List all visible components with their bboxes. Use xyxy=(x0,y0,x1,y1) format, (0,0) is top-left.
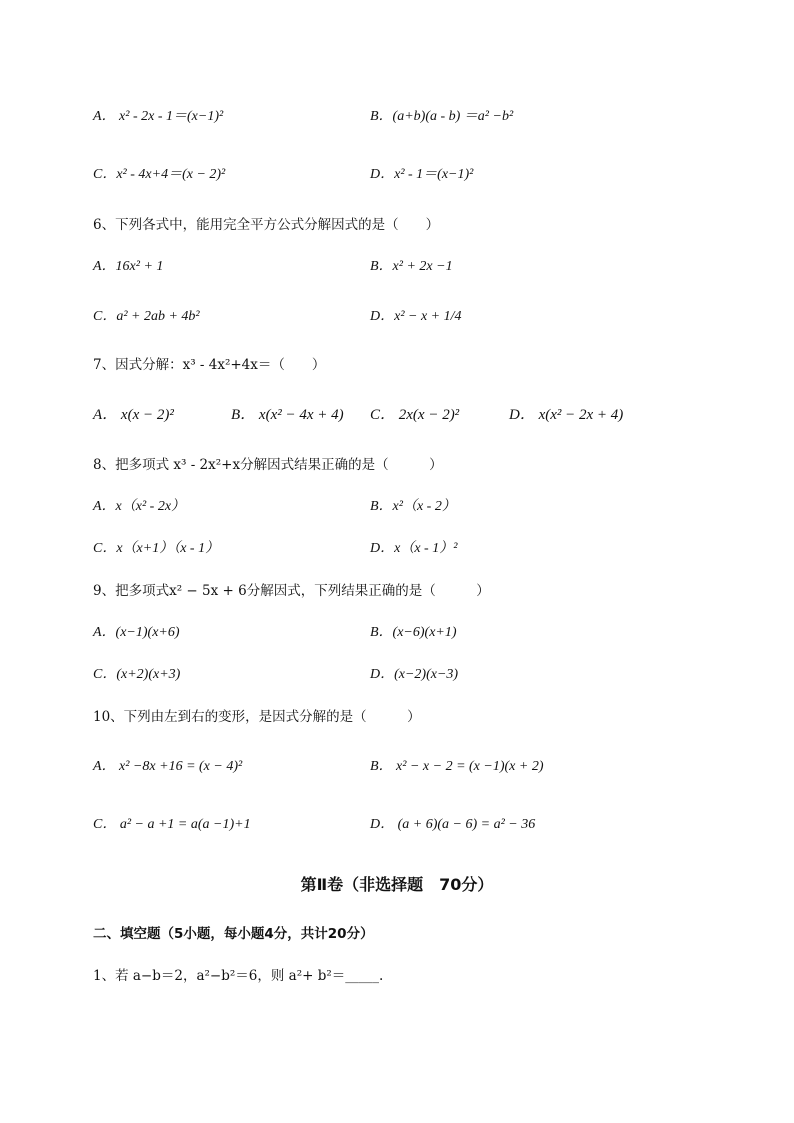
part2-title: 第Ⅱ卷（非选择题 70分） xyxy=(300,875,494,894)
q7-option-d: D． x(x² − 2x + 4) xyxy=(509,407,624,423)
section2-heading: 二、填空题（5小题，每小题4分，共计20分） xyxy=(93,926,374,942)
q5-option-c: C．x² - 4x+4＝(x − 2)² xyxy=(93,167,226,182)
q8-option-b: B．x²（x - 2） xyxy=(370,499,456,514)
q7-option-c: C． 2x(x − 2)² xyxy=(370,407,460,423)
q10-stem: 10、下列由左到右的变形，是因式分解的是（ ） xyxy=(93,709,421,725)
q10-option-a: A． x² −8x +16 = (x − 4)² xyxy=(93,759,243,774)
q9-option-b: B．(x−6)(x+1) xyxy=(370,625,457,640)
q5-option-b: B．(a+b)(a - b) ＝a² −b² xyxy=(370,109,514,124)
q6-option-c: C．a² + 2ab + 4b² xyxy=(93,309,200,324)
q9-stem: 9、把多项式x² − 5x + 6分解因式，下列结果正确的是（ ） xyxy=(93,583,490,599)
q5-option-a: A． x² - 2x - 1＝(x−1)² xyxy=(93,109,224,124)
q6-option-d: D．x² − x + 1/4 xyxy=(370,309,462,324)
fill-question-1: 1、若 a−b＝2，a²−b²＝6，则 a²+ b²＝_____. xyxy=(93,968,384,984)
q7-option-a: A． x(x − 2)² xyxy=(93,407,174,423)
q8-stem: 8、把多项式 x³ - 2x²+x分解因式结果正确的是（ ） xyxy=(93,457,443,473)
q8-option-d: D．x（x - 1）² xyxy=(370,541,458,556)
q9-option-a: A．(x−1)(x+6) xyxy=(93,625,180,640)
q10-option-d: D． (a + 6)(a − 6) = a² − 36 xyxy=(370,817,536,832)
q6-option-b: B．x² + 2x −1 xyxy=(370,259,453,274)
q6-stem: 6、下列各式中，能用完全平方公式分解因式的是（ ） xyxy=(93,217,440,233)
q10-option-c: C． a² − a +1 = a(a −1)+1 xyxy=(93,817,251,832)
q8-option-c: C．x（x+1）（x - 1） xyxy=(93,541,220,556)
q7-stem: 7、因式分解：x³ - 4x²+4x＝（ ） xyxy=(93,357,326,373)
q9-option-d: D．(x−2)(x−3) xyxy=(370,667,459,682)
q7-option-b: B． x(x² − 4x + 4) xyxy=(231,407,344,423)
q10-option-b: B． x² − x − 2 = (x −1)(x + 2) xyxy=(370,759,544,774)
q6-option-a: A．16x² + 1 xyxy=(93,259,164,274)
q8-option-a: A．x（x² - 2x） xyxy=(93,499,186,514)
q5-option-d: D．x² - 1＝(x−1)² xyxy=(370,167,474,182)
q9-option-c: C．(x+2)(x+3) xyxy=(93,667,181,682)
